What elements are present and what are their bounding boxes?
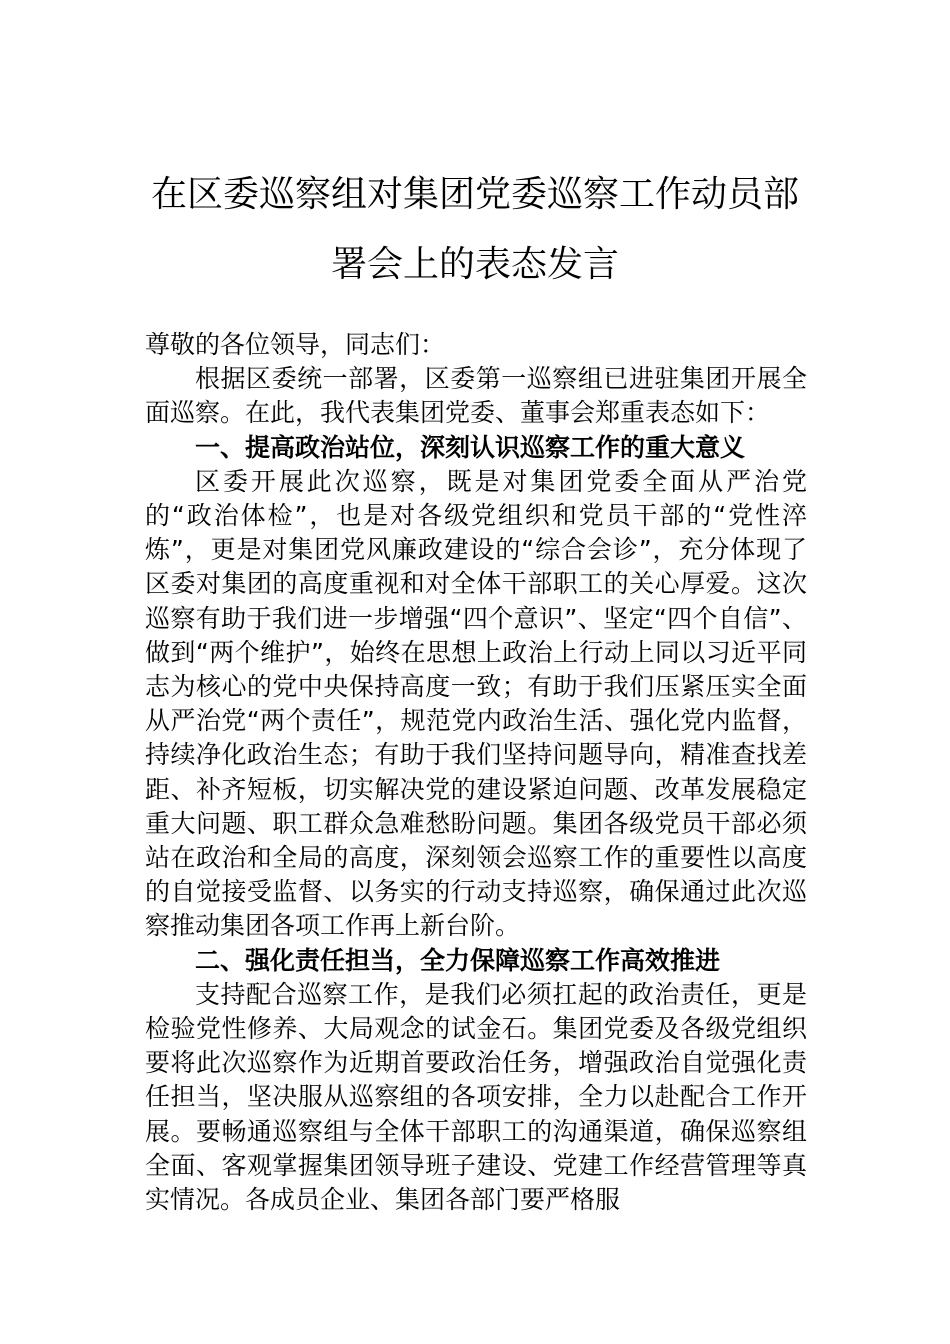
salutation: 尊敬的各位领导，同志们： xyxy=(145,330,446,359)
paragraph-section-2: 支持配合巡察工作，是我们必须扛起的政治责任，更是检验党性修养、大局观念的试金石。集团党委及各级党组织要将此次巡察作为近期首要政治任务，增强政治自觉强化责任担当，坚决服从巡察组的各项安排，全力以赴配合工作开展。要畅通巡察组与全体干部职工的沟通渠道，确保巡察组全面、客观掌握集团领导班子建设、党建工作经营管理等真实情况。各成员企业、集团各部门要严格服 xyxy=(145,979,807,1215)
title-line-1: 在区委巡察组对集团党委巡察工作动员部 xyxy=(150,174,799,215)
title-line-2: 署会上的表态发言 xyxy=(330,244,619,285)
document-body xyxy=(145,328,807,1217)
section-heading-2: 二、强化责任担当，全力保障巡察工作高效推进 xyxy=(195,945,721,975)
document-title xyxy=(100,160,850,300)
paragraph-section-1: 区委开展此次巡察，既是对集团党委全面从严治党的“政治体检”，也是对各级党组织和党员干部的“党性淬炼”，更是对集团党风廉政建设的“综合会诊”，充分体现了区委对集团的高度重视和对全体干部职工的关心厚爱。这次巡察有助于我们进一步增强“四个意识”、坚定“四个自信”、做到“两个维护”，始终在思想上政治上行动上同以习近平同志为核心的党中央保持高度一致；有助于我们压紧压实全面从严治党“两个责任”，规范党内政治生活、强化党内监督，持续净化政治生态；有助于我们坚持问题导向，精准查找差距、补齐短板，切实解决党的建设紧迫问题、改革发展稳定重大问题、职工群众急难愁盼问题。集团各级党员干部必须站在政治和全局的高度，深刻领会巡察工作的重要性以高度的自觉接受监督、以务实的行动支持巡察，确保通过此次巡察推动集团各项工作再上新台阶。 xyxy=(145,466,807,941)
paragraph-intro: 根据区委统一部署，区委第一巡察组已进驻集团开展全面巡察。在此，我代表集团党委、董事会郑重表态如下： xyxy=(145,364,807,428)
section-heading-1: 一、提高政治站位，深刻认识巡察工作的重大意义 xyxy=(195,432,746,462)
